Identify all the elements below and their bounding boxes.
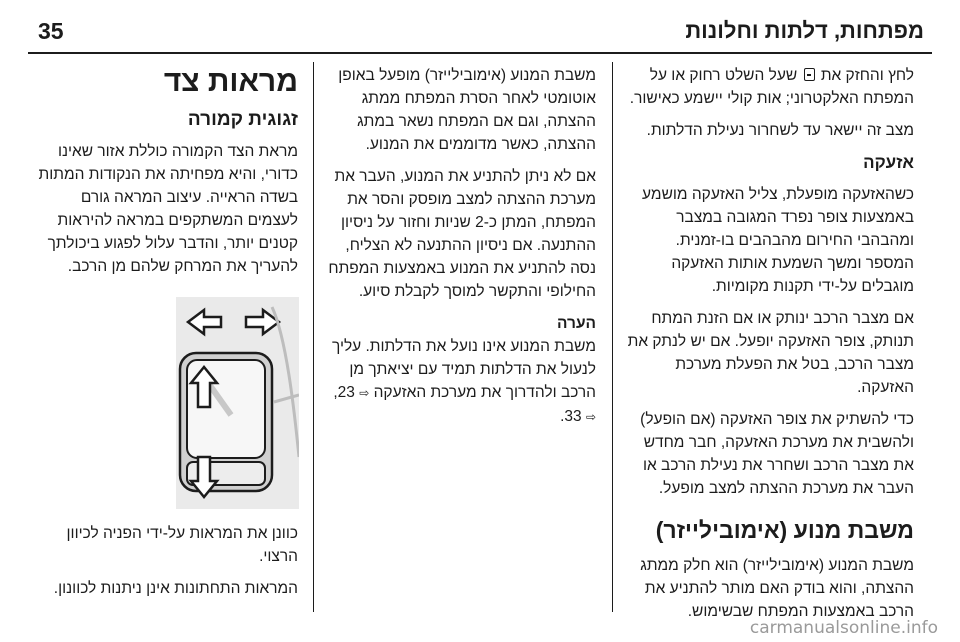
note-body: משבת המנוע אינו נועל את הדלתות. עליך לנעול את הדלתות תמיד עם יציאתך מן הרכב ולהדרוך את מערכת האזעקה [331,338,596,401]
page-title: מפתחות, דלתות וחלונות [685,18,924,43]
page-header [28,18,932,54]
immobiliser-paragraph: משבת המנוע (אימובילייזר) הוא חלק ממתג ההצתה, והוא בודק האם מותר להתניע את הרכב באמצעות המפתח שבשימוש. [640,557,914,620]
mirror-caption-1: כוונן את המראות על-ידי הפניה לכיוון הרצוי. [66,525,298,565]
page-reference-icon: ⇨ [585,410,596,424]
middle-column [326,64,596,438]
note-ref-1[interactable]: 23 [337,384,355,401]
column-divider-right [612,62,613,612]
convex-glass-heading: זגוגית קמורה [187,109,298,130]
horizontal-arrows-icon [188,310,279,334]
immobiliser-heading: משבת מנוע (אימובילייזר) [655,517,914,543]
column-divider-left [313,62,314,612]
lock-instruction-end: שעל השלט רחוק או על המפתח האלקטרוני; אות קולי יישמע כאישור. [629,67,914,107]
alarm-paragraph-3: כדי להשתיק את צופר האזעקה (אם הופעל) ולהשבית את מערכת האזעקה, חבר מחדש את מצבר הרכב ושחרר את נעילת הרכב או העבר את מערכת ההצתה למצב מופעל. [640,411,914,497]
page-number: 35 [38,18,64,44]
watermark: carmanualsonline.info [749,618,938,638]
side-mirrors-heading: מראות צד [163,65,298,98]
note-title: הערה [557,315,596,332]
lock-state-text: מצב זה יישאר עד לשחרור נעילת הדלתות. [646,122,914,139]
page-reference-icon: ⇨ [359,386,370,400]
right-column [626,64,914,632]
mirror-caption [30,522,298,609]
header-rule [28,52,932,54]
immobiliser-activation-text: משבת המנוע (אימובילייזר) מופעל באופן אוטומטי לאחר הסרת המפתח ממתג ההצתה, וגם אם המפתח נשאר במתג ההצתה, כאשר מדוממים את המנוע. [338,67,596,153]
side-mirror-illustration [176,297,299,509]
alarm-heading: אזעקה [863,153,914,172]
note-ref-2[interactable]: 33 [564,408,582,425]
mirror-caption-2: המראות התחתונות אינן ניתנות לכוונון. [53,580,298,597]
alarm-paragraph-1: כשהאזעקה מופעלת, צליל האזעקה מושמע באמצעות צופר נפרד המגובה במצבר ומהבהבי החירום מהבהבים בו-זמנית. המספר ומשך השמעת אותות האזעקה מוגבלים על-ידי תקנות מקומיות. [642,186,914,295]
note-text: משבת המנוע אינו נועל את הדלתות. עליך לנעול את הדלתות תמיד עם יציאתך מן הרכב ולהדרוך את מערכת האזעקה ⇨ 23, ⇨ 33. [331,338,596,425]
lock-icon [804,68,815,81]
alarm-paragraph-2: אם מצבר הרכב ינותק או אם הזנת המתח תנותק, צופר האזעקה יופעל. אם יש לנתק את מצבר הרכב, בטל את הפעלת מערכת האזעקה. [627,310,914,396]
lock-instruction-start: לחץ והחזק את [820,67,914,84]
immobiliser-start-failure-text: אם לא ניתן להתניע את המנוע, העבר את מערכת ההצתה למצב מופסק והסר את המפתח, המתן כ-2 שניות וחזור על ניסיון ההתנעה. אם ניסיון ההתנעה לא הצליח, נסה להתניע את המנוע באמצעות המפתח החילופי והתקשר למוסך לקבלת סיוע. [328,168,596,300]
left-column [30,64,298,332]
lock-instruction [626,64,914,110]
convex-glass-text: מראת הצד הקמורה כוללת אזור שאינו כדורי, והיא מפחיתה את הנקודות המתות בשדה הראייה. עיצוב המראה גורם לעצמים המשתקפים במראה להיראות קטנים יותר, והדבר עלול לפגוע ביכולתך להעריך את המרחק שלהם מן הרכב. [38,143,298,275]
